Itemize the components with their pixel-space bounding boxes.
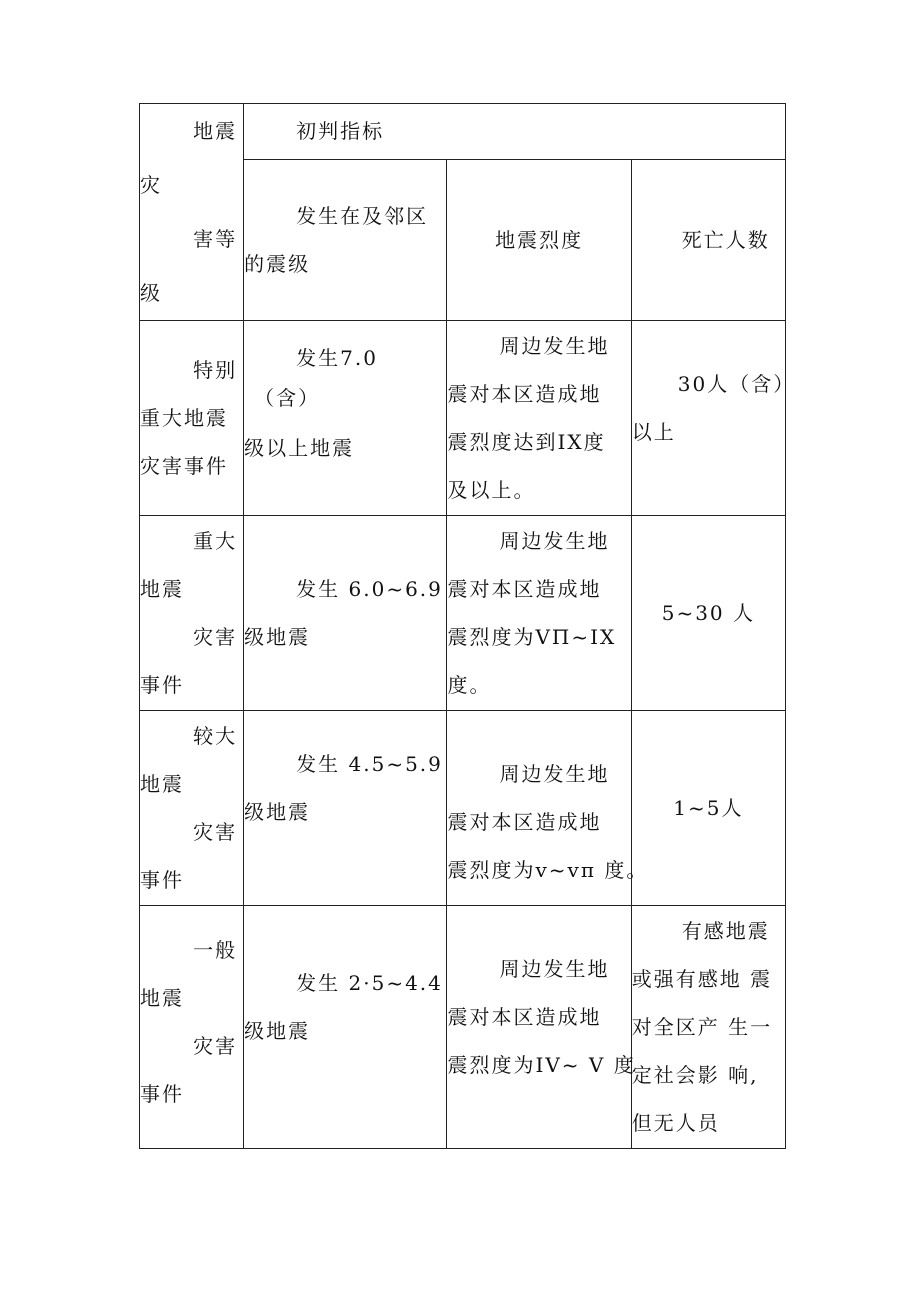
magnitude-line: 级地震 xyxy=(244,625,311,649)
table-row xyxy=(140,906,786,1149)
deaths-line: 对全区产 生一 xyxy=(631,1015,773,1039)
level-cell xyxy=(140,711,244,906)
intensity-line: 震对本区造成地 xyxy=(447,382,602,406)
level-cell xyxy=(140,321,244,516)
magnitude-line: 发生 6.0~6.9 xyxy=(296,577,443,601)
magnitude-line: 发生7.0 xyxy=(296,346,378,370)
deaths-line: 但无人员 xyxy=(631,1111,720,1135)
magnitude-cell xyxy=(244,906,447,1149)
intensity-line: 震对本区造成地 xyxy=(447,1005,602,1029)
level-line: 事件 xyxy=(140,673,184,697)
intensity-line: 及以上。 xyxy=(447,478,536,502)
intensity-line: 震烈度为VΠ~IX xyxy=(447,625,617,649)
level-line: 特别 xyxy=(193,358,238,382)
intensity-line: 震对本区造成地 xyxy=(447,577,602,601)
deaths-cell xyxy=(631,321,796,516)
deaths-line: 有感地震 xyxy=(681,919,770,943)
intensity-line: 震烈度达到IX度 xyxy=(447,430,606,454)
header-magnitude-line: 的震级 xyxy=(244,251,311,276)
magnitude-line: 级以上地震 xyxy=(244,436,355,460)
earthquake-disaster-level-table xyxy=(139,103,796,1149)
intensity-line: 周边发生地 xyxy=(499,334,610,358)
deaths-line: 1~5人 xyxy=(673,796,744,820)
intensity-line: 周边发生地 xyxy=(499,957,610,981)
magnitude-line: 级地震 xyxy=(244,800,311,824)
level-cell xyxy=(140,516,244,711)
level-line: 一般 xyxy=(193,938,238,962)
deaths-cell xyxy=(631,906,785,1149)
level-cell xyxy=(140,906,244,1149)
intensity-line: 震对本区造成地 xyxy=(447,810,602,834)
intensity-line: 周边发生地 xyxy=(499,529,610,553)
header-level-line: 害等 xyxy=(193,227,238,251)
magnitude-line: 级地震 xyxy=(244,1019,311,1043)
intensity-cell xyxy=(447,516,631,711)
level-line: 重大地震 xyxy=(140,406,228,430)
magnitude-line: （含） xyxy=(254,386,321,410)
level-line: 灾害 xyxy=(193,1034,238,1058)
header-level-cell xyxy=(140,104,244,321)
intensity-cell xyxy=(447,321,631,516)
level-line: 重大 xyxy=(193,529,238,553)
deaths-line: 30人（含） xyxy=(677,372,796,396)
magnitude-cell xyxy=(244,516,447,711)
intensity-cell xyxy=(447,906,636,1149)
intensity-line: 震烈度为v~vπ 度。 xyxy=(447,858,649,882)
level-line: 灾害 xyxy=(193,820,238,844)
table-row xyxy=(140,321,786,516)
header-level-line: 级 xyxy=(140,281,162,305)
header-level-line: 灾 xyxy=(140,173,162,197)
deaths-line: 或强有感地 震 xyxy=(631,967,773,991)
magnitude-cell xyxy=(244,321,447,516)
level-line: 事件 xyxy=(140,1082,184,1106)
level-line: 灾害事件 xyxy=(140,454,228,478)
intensity-line: 震烈度为IV~ V 度 xyxy=(447,1053,636,1077)
table-row xyxy=(140,711,786,906)
indicator-title: 初判指标 xyxy=(296,119,385,144)
deaths-cell xyxy=(631,516,785,711)
indicator-title-cell xyxy=(244,104,786,160)
header-row-top xyxy=(140,104,786,160)
header-deaths-cell xyxy=(631,159,785,320)
deaths-line: 以上 xyxy=(631,420,676,444)
header-intensity: 地震烈度 xyxy=(495,227,584,252)
level-line: 较大 xyxy=(193,724,238,748)
header-level-line: 地震 xyxy=(193,119,238,143)
magnitude-line: 发生 4.5~5.9 xyxy=(296,752,443,776)
deaths-line: 5~30 人 xyxy=(661,601,756,625)
magnitude-line: 发生 2·5~4.4 xyxy=(296,971,443,995)
deaths-cell xyxy=(631,711,785,906)
table-row xyxy=(140,516,786,711)
intensity-line: 周边发生地 xyxy=(499,762,610,786)
header-magnitude-line: 发生在及邻区 xyxy=(296,203,429,228)
level-line: 事件 xyxy=(140,868,184,892)
level-line: 地震 xyxy=(140,577,184,601)
deaths-line: 定社会影 响, xyxy=(631,1063,759,1087)
header-intensity-cell xyxy=(447,159,631,320)
intensity-line: 度。 xyxy=(447,673,492,697)
header-magnitude-cell xyxy=(244,159,447,320)
magnitude-cell xyxy=(244,711,447,906)
level-line: 地震 xyxy=(140,772,184,796)
level-line: 灾害 xyxy=(193,625,238,649)
header-deaths: 死亡人数 xyxy=(681,227,770,252)
intensity-cell xyxy=(447,711,649,906)
level-line: 地震 xyxy=(140,986,184,1010)
